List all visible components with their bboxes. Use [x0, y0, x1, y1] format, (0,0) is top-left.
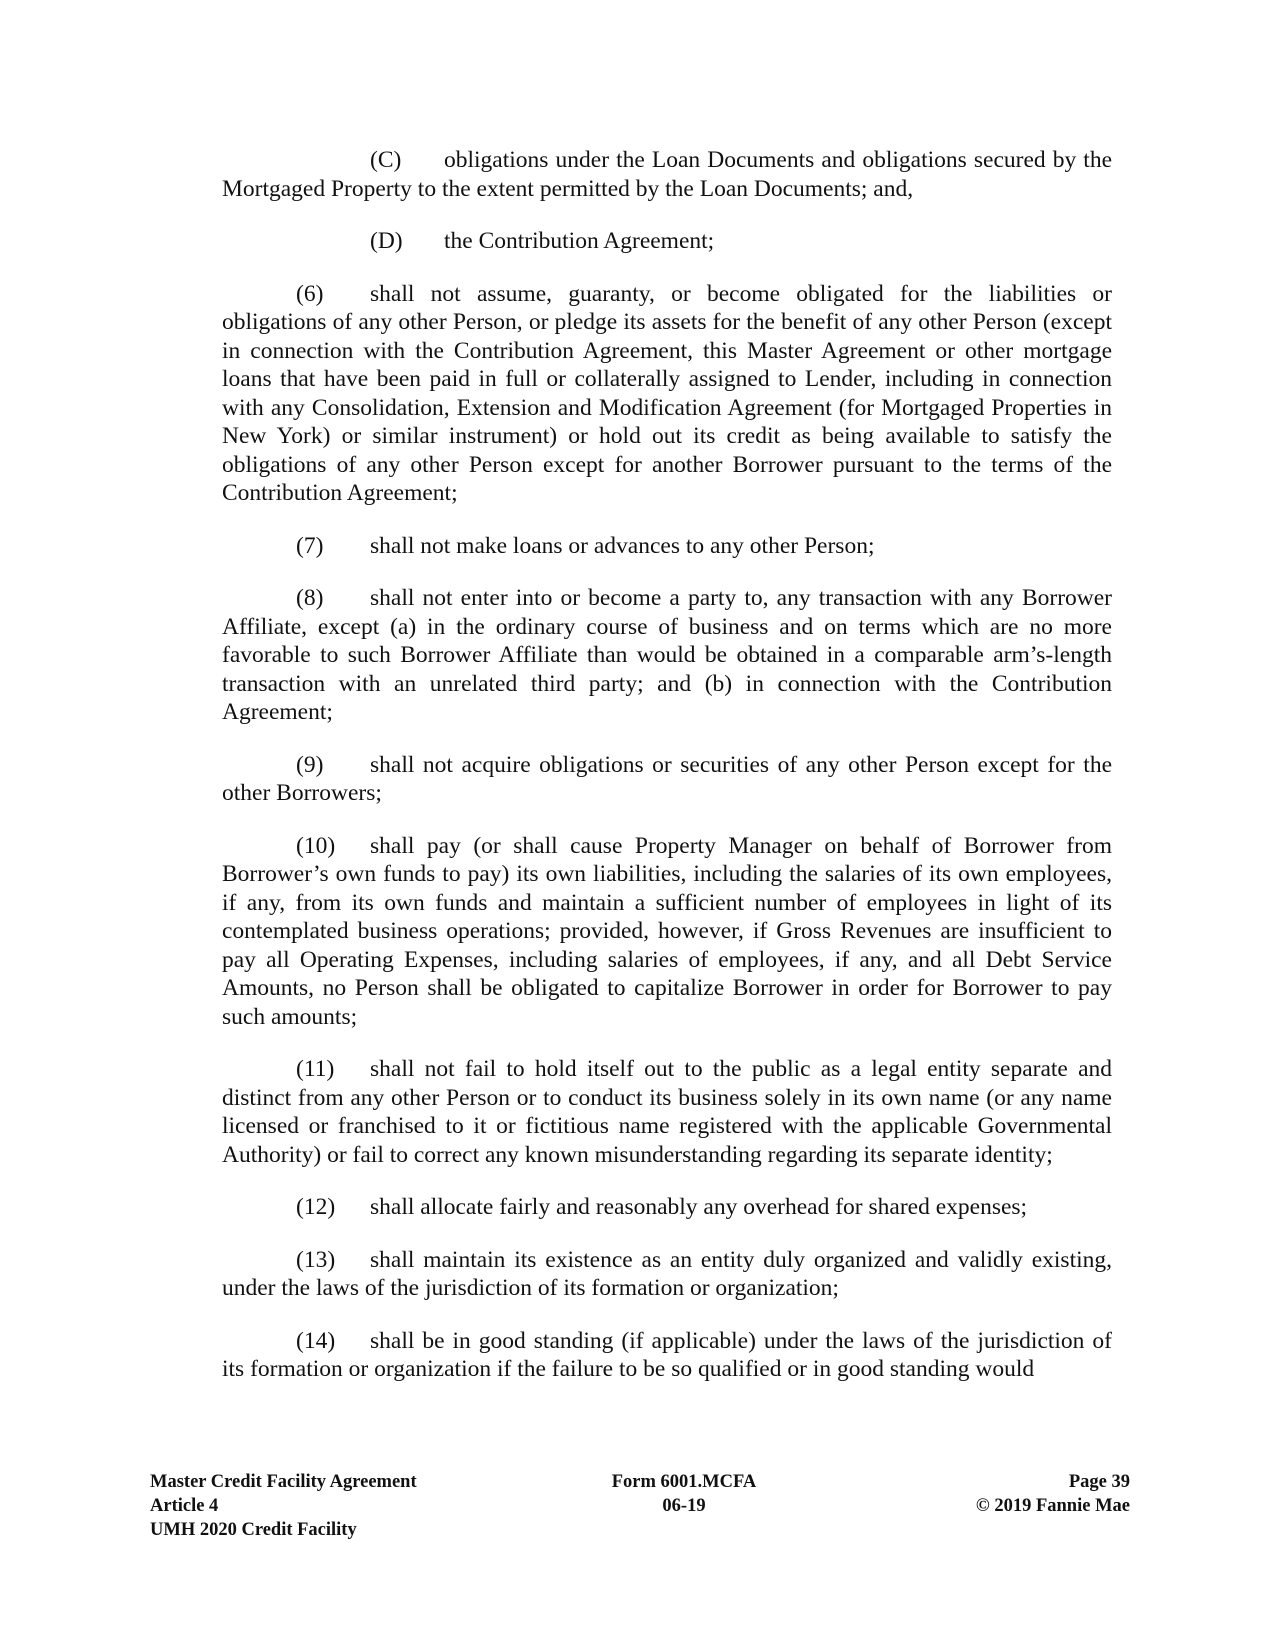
document-body	[222, 146, 1112, 1408]
footer-facility-name: UMH 2020 Credit Facility	[150, 1520, 357, 1540]
clause-text: shall pay (or shall cause Property Manager on behalf of Borrower from Borrower’s own funds to pay) its own liabilities, including the salaries of its own employees, if any, from its own funds and maintain a sufficient number of employees in light of its contemplated business operations; provided, however, if Gross Revenues are insufficient to pay all Operating Expenses, including salaries of employees, if any, and all Debt Service Amounts, no Person shall be obligated to capitalize Borrower in order for Borrower to pay such amounts;	[222, 832, 1112, 1030]
clause-6	[222, 280, 1112, 508]
footer-right	[976, 1470, 1130, 1518]
clause-10	[222, 832, 1112, 1032]
clause-c	[222, 146, 1112, 203]
clause-7	[222, 532, 1112, 561]
clause-text: shall maintain its existence as an entity duly organized and validly existing, under the laws of the jurisdiction of its formation or organization;	[222, 1246, 1112, 1301]
clause-text: obligations under the Loan Documents and obligations secured by the Mortgaged Property to the extent permitted by the Loan Documents; and,	[222, 147, 1112, 202]
footer-document-title: Master Credit Facility Agreement	[150, 1472, 417, 1492]
footer-article: Article 4	[150, 1496, 219, 1516]
footer-form-number: Form 6001.MCFA	[611, 1472, 757, 1492]
clause-text: shall not enter into or become a party to, any transaction with any Borrower Affiliate, except (a) in the ordinary course of business and on terms which are no more favorable to such Borrower Affiliate than would be obtained in a comparable arm’s-length transaction with an unrelated third party; and (b) in connection with the Contribution Agreement;	[222, 585, 1112, 725]
clause-number: (14)	[296, 1327, 336, 1354]
clause-number: (13)	[296, 1246, 336, 1273]
clause-text: shall not make loans or advances to any other Person;	[370, 532, 875, 559]
clause-text: shall not acquire obligations or securities of any other Person except for the other Borrowers;	[222, 751, 1112, 806]
clause-number: (7)	[296, 532, 324, 559]
footer-center	[594, 1470, 774, 1518]
clause-11	[222, 1055, 1112, 1169]
clause-number: (9)	[296, 751, 324, 778]
clause-12	[222, 1193, 1112, 1222]
footer-form-date: 06-19	[662, 1496, 706, 1516]
footer-copyright: © 2019 Fannie Mae	[975, 1496, 1130, 1516]
clause-text: the Contribution Agreement;	[444, 228, 715, 254]
clause-number: (6)	[296, 280, 324, 307]
clause-13	[222, 1246, 1112, 1303]
clause-number: (C)	[370, 147, 402, 173]
clause-text: shall be in good standing (if applicable) under the laws of the jurisdiction of its formation or organization if the failure to be so qualified or in good standing would	[222, 1327, 1112, 1382]
clause-text: shall not assume, guaranty, or become obligated for the liabilities or obligations of any other Person, or pledge its assets for the benefit of any other Person (except in connection with the Contribution Agreement, this Master Agreement or other mortgage loans that have been paid in full or collaterally assigned to Lender, including in connection with any Consolidation, Extension and Modification Agreement (for Mortgaged Properties in New York) or similar instrument) or hold out its credit as being available to satisfy the obligations of any other Person except for another Borrower pursuant to the terms of the Contribution Agreement;	[222, 280, 1112, 506]
clause-number: (8)	[296, 585, 324, 611]
clause-d	[222, 227, 1112, 256]
clause-number: (10)	[296, 832, 336, 859]
clause-8	[222, 584, 1112, 727]
clause-9	[222, 751, 1112, 808]
clause-number: (12)	[296, 1194, 336, 1220]
clause-text: shall allocate fairly and reasonably any overhead for shared expenses;	[370, 1194, 1028, 1220]
clause-number: (11)	[296, 1056, 335, 1082]
clause-text: shall not fail to hold itself out to the public as a legal entity separate and distinct from any other Person or to conduct its business solely in its own name (or any name licensed or franchised to it or fictitious name registered with the applicable Governmental Authority) or fail to correct any known misunderstanding regarding its separate identity;	[222, 1056, 1112, 1168]
footer-page-number: Page 39	[1068, 1472, 1130, 1492]
clause-number: (D)	[370, 228, 403, 254]
clause-14	[222, 1327, 1112, 1384]
footer-left	[150, 1470, 417, 1542]
